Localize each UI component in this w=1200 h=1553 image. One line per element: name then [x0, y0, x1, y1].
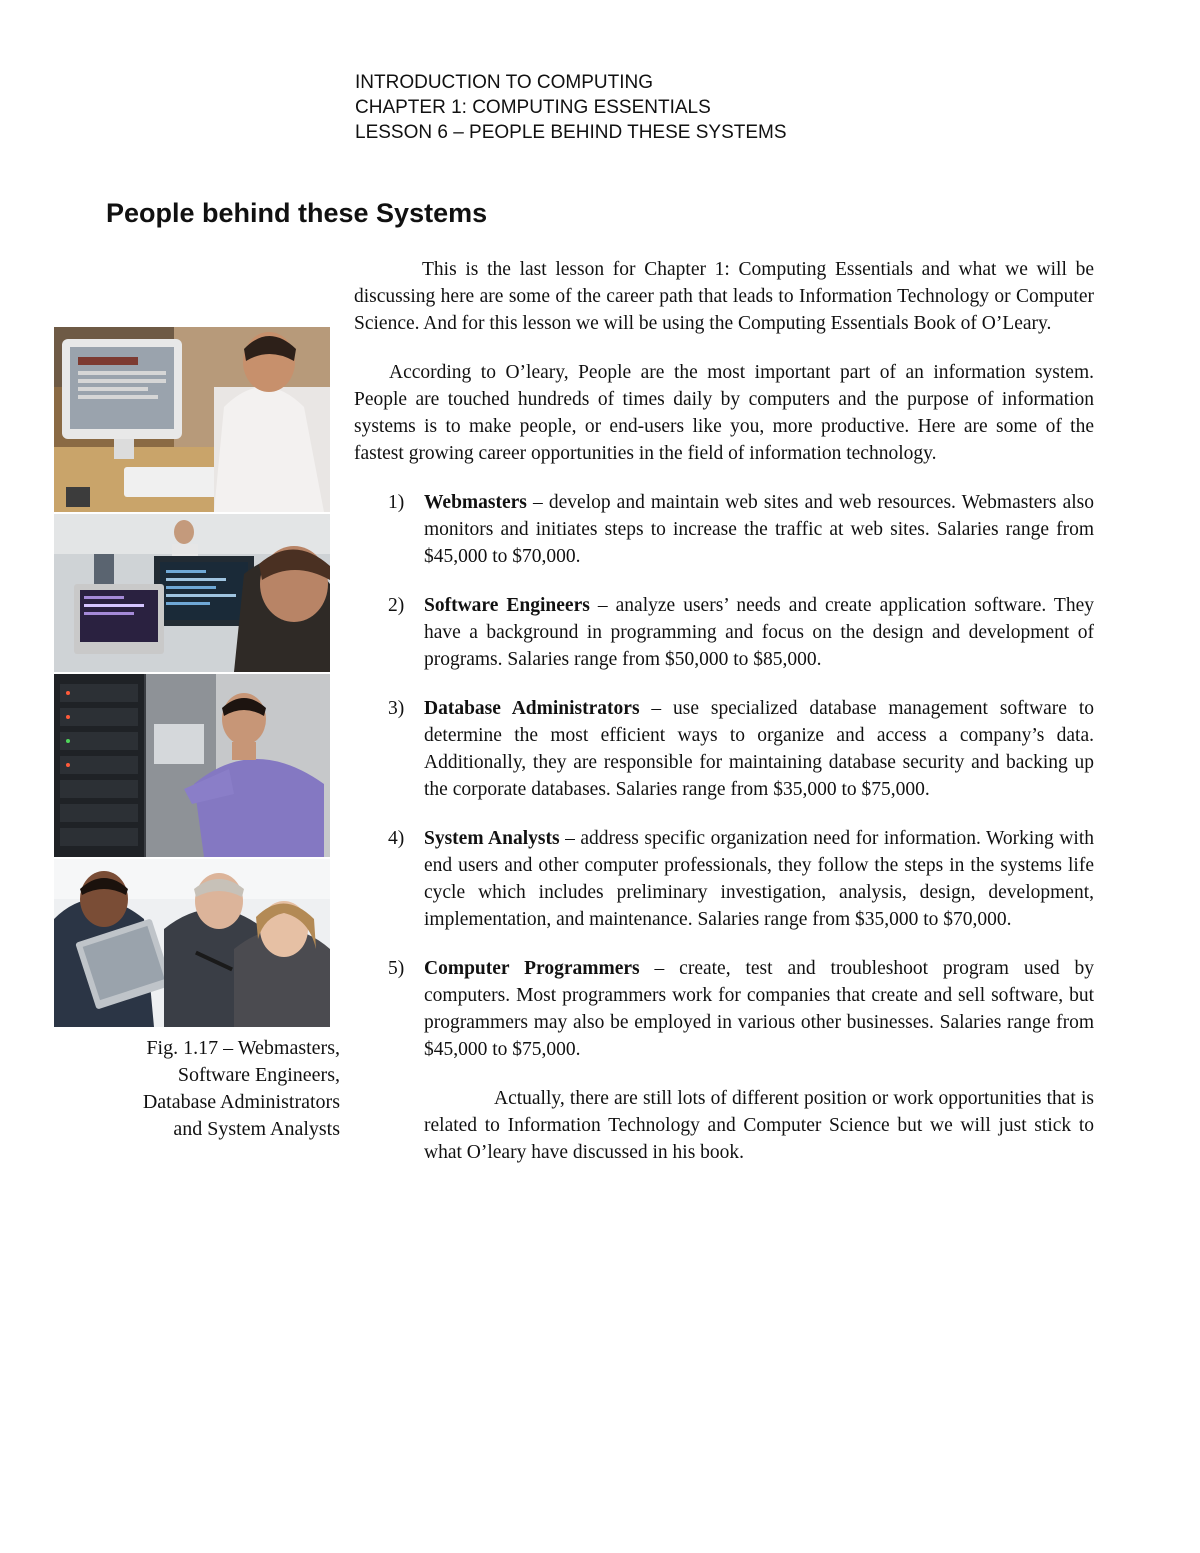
- photo-software-engineers: [54, 514, 330, 674]
- caption-line: Database Administrators: [142, 1091, 340, 1113]
- caption-line: Fig. 1.17 – Webmasters,: [146, 1037, 340, 1059]
- photo-database-administrator: [54, 674, 330, 859]
- figure-caption: [54, 1035, 340, 1143]
- list-number: 3): [388, 698, 405, 719]
- header-lesson: LESSON 6 – PEOPLE BEHIND THESE SYSTEMS: [355, 122, 787, 143]
- context-paragraph: According to O’leary, People are the most important part of an information system. People are touched hundreds of times daily by computers and the purpose of information systems is to make people, or end-users like you, more productive. Here are some of the fastest growing career opportunities in the field of information technology.: [354, 362, 1094, 464]
- intro-paragraph: This is the last lesson for Chapter 1: Computing Essentials and what we will be discussing here are some of the career path that leads to Information Technology or Computer Science. And for this lesson we will be using the Computing Essentials Book of O’Leary.: [354, 259, 1094, 334]
- list-item: [354, 489, 1094, 570]
- career-name: Webmasters: [424, 492, 527, 513]
- list-item: [354, 592, 1094, 673]
- list-number: 5): [388, 958, 405, 979]
- career-description: – develop and maintain web sites and web resources. Webmasters also monitors and initiates steps to increase the traffic at web sites. Salaries range from $45,000 to $70,000.: [424, 492, 1094, 567]
- career-description: – address specific organization need for information. Working with end users and other computer professionals, they follow the steps in the systems life cycle which includes preliminary investigation, analysis, design, development, implementation, and maintenance. Salaries range from $35,000 to $70,000.: [424, 828, 1094, 930]
- list-number: 2): [388, 595, 405, 616]
- career-description: – use specialized database management software to determine the most efficient ways to organize and access a company’s data. Additionally, they are responsible for maintaining database security and backing up the corporate databases. Salaries range from $35,000 to $75,000.: [424, 698, 1094, 800]
- photo-webmaster: [54, 327, 330, 514]
- header-chapter: CHAPTER 1: COMPUTING ESSENTIALS: [355, 97, 711, 118]
- figure: [54, 327, 340, 1143]
- career-name: Database Administrators: [424, 698, 640, 719]
- career-name: Software Engineers: [424, 595, 590, 616]
- photo-system-analysts: [54, 859, 330, 1027]
- document-header: [355, 70, 787, 145]
- career-list: [354, 489, 1094, 1063]
- list-item: [354, 695, 1094, 803]
- lesson-body: [354, 256, 1094, 1166]
- career-description: – analyze users’ needs and create application software. They have a background in programming and focus on the design and development of programs. Salaries range from $50,000 to $85,000.: [424, 595, 1094, 670]
- list-item: [354, 955, 1094, 1063]
- page-title: People behind these Systems: [106, 198, 488, 228]
- list-item: [354, 825, 1094, 933]
- caption-line: Software Engineers,: [177, 1064, 340, 1086]
- list-number: 4): [388, 828, 405, 849]
- header-course: INTRODUCTION TO COMPUTING: [355, 72, 654, 93]
- caption-line: and System Analysts: [173, 1118, 340, 1140]
- list-number: 1): [388, 492, 405, 513]
- closing-paragraph: Actually, there are still lots of different position or work opportunities that is related to Information Technology and Computer Science but we will just stick to what O’leary have discussed in his book.: [424, 1088, 1094, 1163]
- career-description: – create, test and troubleshoot program used by computers. Most programmers work for companies that create and sell software, but programmers may also be employed in various other businesses. Salaries range from $45,000 to $75,000.: [424, 958, 1094, 1060]
- career-name: Computer Programmers: [424, 958, 640, 979]
- career-name: System Analysts: [424, 828, 560, 849]
